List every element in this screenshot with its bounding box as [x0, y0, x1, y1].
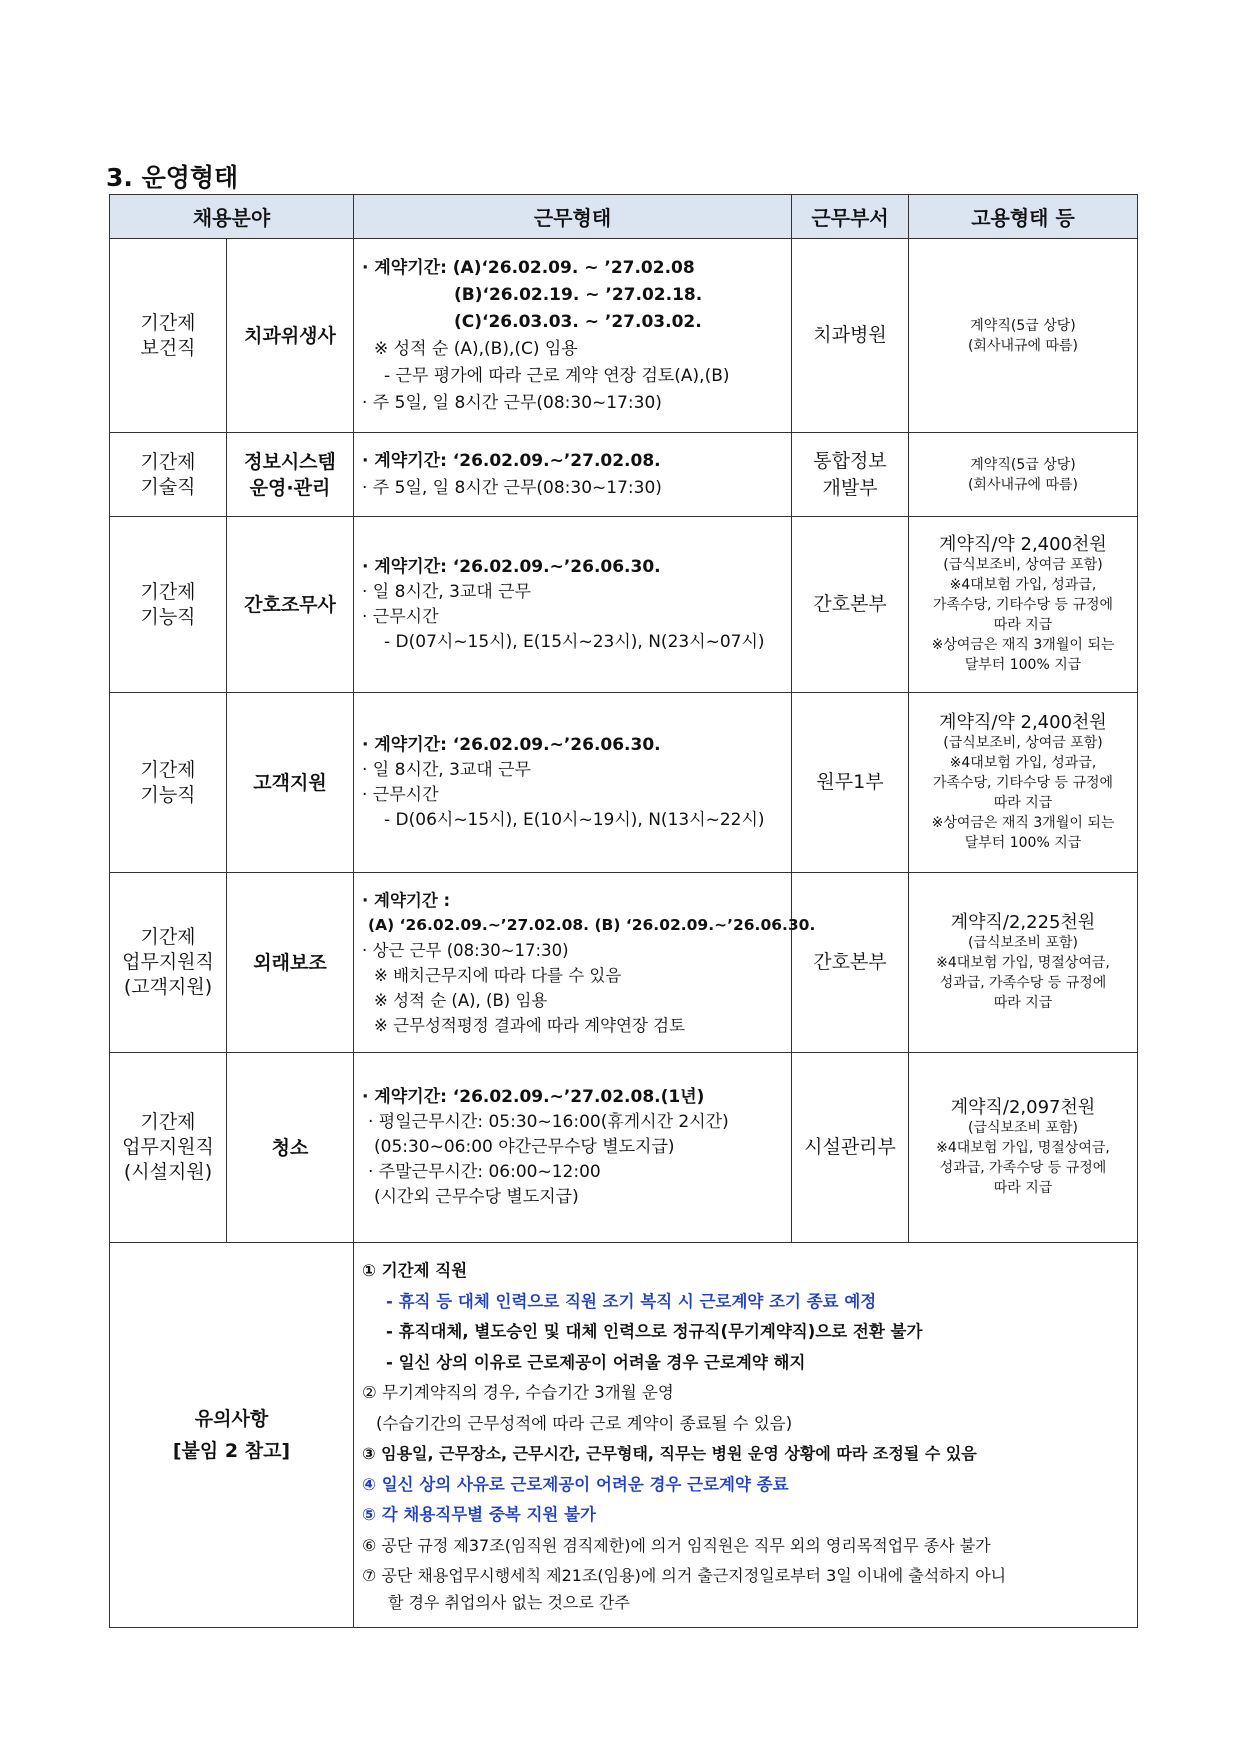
row-category: [110, 517, 227, 693]
work-line: · 상근 근무 (08:30~17:30): [362, 940, 569, 960]
job-line: 간호조무사: [244, 593, 336, 616]
work-line: · 근무시간: [362, 606, 439, 627]
notes-row: [110, 1243, 1138, 1628]
employment-line: ※4대보험 가입, 명절상여금,: [936, 1139, 1110, 1156]
row-job: [227, 239, 354, 433]
row-job: [227, 1053, 354, 1243]
employment-line: 계약직/약 2,400천원: [939, 533, 1107, 555]
category-line: 기술직: [140, 475, 196, 498]
row-employment: [909, 1053, 1138, 1243]
note-item: - 휴직대체, 별도승인 및 대체 인력으로 정규직(무기계약직)으로 전환 불가: [386, 1322, 923, 1342]
work-line: · 주 5일, 일 8시간 근무(08:30~17:30): [362, 392, 662, 413]
dept-line: 시설관리부: [804, 1136, 896, 1158]
employment-line: (급식보조비 포함): [967, 934, 1079, 951]
employment-line: 계약직(5급 상당): [970, 456, 1076, 473]
row-category: [110, 433, 227, 517]
row-job: [227, 693, 354, 873]
work-line: ※ 근무성적평정 결과에 따라 계약연장 검토: [374, 1015, 686, 1035]
category-line: 기간제: [140, 758, 196, 781]
category-line: 기간제: [140, 580, 196, 603]
row-job: [227, 873, 354, 1053]
employment-line: 따라 지급: [993, 994, 1053, 1011]
work-line: ※ 성적 순 (A), (B) 임용: [374, 990, 548, 1010]
note-item: - 휴직 등 대체 인력으로 직원 조기 복직 시 근로계약 조기 종료 예정: [386, 1291, 877, 1311]
table-row: [110, 1053, 1138, 1243]
employment-line: ※상여금은 재직 3개월이 되는: [931, 814, 1115, 831]
employment-line: ※상여금은 재직 3개월이 되는: [931, 636, 1115, 653]
work-line: (05:30~06:00 야간근무수당 별도지급): [374, 1137, 675, 1157]
row-category: [110, 873, 227, 1053]
table-row: [110, 433, 1138, 517]
job-line: 치과위생사: [244, 324, 336, 347]
category-line: (시설지원): [123, 1161, 213, 1183]
category-line: 기간제: [140, 1111, 196, 1133]
employment-line: 달부터 100% 지급: [964, 656, 1082, 673]
row-work: [354, 517, 792, 693]
job-line: 고객지원: [253, 771, 327, 794]
work-line: · 계약기간: ‘26.02.09.~’26.06.30.: [362, 734, 661, 755]
employment-line: ※4대보험 가입, 성과급,: [949, 576, 1097, 593]
employment-line: 계약직(5급 상당): [970, 317, 1076, 334]
dept-line: 원무1부: [816, 771, 884, 793]
row-job: [227, 517, 354, 693]
work-line: · 계약기간: ‘26.02.09.~’27.02.08.: [362, 450, 661, 471]
category-line: 업무지원직: [122, 951, 214, 973]
row-employment: [909, 873, 1138, 1053]
table-header-row: [110, 195, 1138, 239]
category-line: (고객지원): [123, 976, 213, 998]
table-row: [110, 873, 1138, 1053]
table-row: [110, 517, 1138, 693]
note-item: ⑤ 각 채용직무별 중복 지원 불가: [362, 1505, 596, 1525]
employment-line: (급식보조비, 상여금 포함): [943, 556, 1103, 573]
row-work: [354, 239, 792, 433]
header-field: 채용분야: [110, 195, 354, 239]
category-line: 기간제: [140, 450, 196, 473]
work-line: (A) ‘26.02.09.~’27.02.08. (B) ‘26.02.09.~’26.06.30.: [368, 915, 816, 934]
category-line: 기간제: [140, 311, 196, 334]
notes-content: [354, 1243, 1138, 1628]
work-line: · 계약기간: ‘26.02.09.~’26.06.30.: [362, 556, 661, 577]
row-dept: [792, 693, 909, 873]
header-dept: 근무부서: [792, 195, 909, 239]
row-dept: [792, 433, 909, 517]
row-work: [354, 433, 792, 517]
work-line: · 평일근무시간: 05:30~16:00(휴게시간 2시간): [368, 1112, 729, 1132]
job-line: 외래보조: [253, 951, 327, 974]
work-line: · 일 8시간, 3교대 근무: [362, 581, 532, 602]
employment-line: 계약직/2,225천원: [950, 911, 1096, 933]
employment-line: ※4대보험 가입, 명절상여금,: [936, 954, 1110, 971]
note-item: 할 경우 취업의사 없는 것으로 간주: [388, 1592, 630, 1612]
job-line: 정보시스템: [244, 450, 336, 473]
work-line: · 주 5일, 일 8시간 근무(08:30~17:30): [362, 477, 662, 498]
dept-line: 간호본부: [813, 593, 887, 615]
work-line: (B)‘26.02.19. ~ ’27.02.18.: [454, 284, 703, 305]
notes-label-line: 유의사항: [194, 1408, 269, 1430]
row-employment: [909, 433, 1138, 517]
row-work: [354, 693, 792, 873]
row-employment: [909, 239, 1138, 433]
work-line: - D(07시~15시), E(15시~23시), N(23시~07시): [384, 631, 765, 652]
operation-table: [109, 194, 1138, 1628]
employment-line: 성과급, 가족수당 등 규정에: [939, 1159, 1107, 1176]
category-line: 기간제: [140, 926, 196, 948]
note-item: (수습기간의 근무성적에 따라 근로 계약이 종료될 수 있음): [376, 1413, 793, 1433]
category-line: 업무지원직: [122, 1136, 214, 1158]
category-line: 보건직: [140, 336, 196, 359]
note-item: ⑥ 공단 규정 제37조(임직원 겸직제한)에 의거 임직원은 직무 외의 영리목적업무 종사 불가: [362, 1535, 991, 1555]
employment-line: 따라 지급: [993, 616, 1053, 633]
notes-label-line: [붙임 2 참고]: [172, 1440, 291, 1462]
employment-line: 가족수당, 기타수당 등 규정에: [932, 596, 1114, 613]
employment-line: (급식보조비, 상여금 포함): [943, 734, 1103, 751]
table-row: [110, 693, 1138, 873]
row-employment: [909, 517, 1138, 693]
note-item: ① 기간제 직원: [362, 1261, 468, 1281]
work-line: - 근무 평가에 따라 근로 계약 연장 검토(A),(B): [384, 365, 730, 386]
row-category: [110, 693, 227, 873]
note-item: ④ 일신 상의 사유로 근로제공이 어려운 경우 근로계약 종료: [362, 1474, 789, 1494]
dept-line: 간호본부: [813, 951, 887, 973]
employment-line: (급식보조비 포함): [967, 1119, 1079, 1136]
header-work: 근무형태: [354, 195, 792, 239]
work-line: · 계약기간: ‘26.02.09.~’27.02.08.(1년): [362, 1087, 705, 1107]
row-work: [354, 873, 816, 1053]
work-line: - D(06시~15시), E(10시~19시), N(13시~22시): [384, 809, 765, 830]
work-line: · 주말근무시간: 06:00~12:00: [368, 1162, 601, 1182]
work-line: ※ 배치근무지에 따라 다를 수 있음: [374, 965, 622, 985]
note-item: ⑦ 공단 채용업무시행세칙 제21조(임용)에 의거 출근지정일로부터 3일 이내에 출석하지 아니: [362, 1566, 1007, 1586]
work-line: ※ 성적 순 (A),(B),(C) 임용: [374, 338, 578, 359]
work-line: · 일 8시간, 3교대 근무: [362, 759, 532, 780]
dept-line: 개발부: [822, 476, 878, 499]
job-line: 청소: [271, 1136, 309, 1159]
row-dept: [792, 517, 909, 693]
dept-line: 치과병원: [813, 324, 887, 346]
employment-line: 계약직/약 2,400천원: [939, 711, 1107, 733]
job-line: 운영·관리: [249, 476, 331, 499]
row-work: [354, 1053, 792, 1243]
employment-line: 계약직/2,097천원: [950, 1096, 1096, 1118]
employment-line: 따라 지급: [993, 1179, 1053, 1196]
employment-line: 달부터 100% 지급: [964, 834, 1082, 851]
notes-label: [110, 1243, 354, 1628]
note-item: ③ 임용일, 근무장소, 근무시간, 근무형태, 직무는 병원 운영 상황에 따라 조정될 수 있음: [362, 1444, 977, 1464]
employment-line: ※4대보험 가입, 성과급,: [949, 754, 1097, 771]
employment-line: 따라 지급: [993, 794, 1053, 811]
employment-line: (회사내규에 따름): [967, 476, 1079, 493]
work-line: · 근무시간: [362, 784, 439, 805]
employment-line: 가족수당, 기타수당 등 규정에: [932, 774, 1114, 791]
work-line: (시간외 근무수당 별도지급): [374, 1187, 579, 1207]
row-dept: [792, 1053, 909, 1243]
row-category: [110, 239, 227, 433]
section-title: 3. 운영형태: [106, 163, 239, 192]
work-line: (C)‘26.03.03. ~ ’27.03.02.: [454, 311, 702, 332]
header-employment: 고용형태 등: [909, 195, 1138, 239]
row-employment: [909, 693, 1138, 873]
note-item: ② 무기계약직의 경우, 수습기간 3개월 운영: [362, 1383, 674, 1403]
category-line: 기능직: [140, 605, 196, 628]
row-dept: [792, 873, 909, 1053]
employment-line: 성과급, 가족수당 등 규정에: [939, 974, 1107, 991]
row-dept: [792, 239, 909, 433]
table-row: [110, 239, 1138, 433]
row-job: [227, 433, 354, 517]
employment-line: (회사내규에 따름): [967, 337, 1079, 354]
category-line: 기능직: [140, 783, 196, 806]
note-item: - 일신 상의 이유로 근로제공이 어려울 경우 근로계약 해지: [386, 1352, 806, 1372]
row-category: [110, 1053, 227, 1243]
work-line: · 계약기간: (A)‘26.02.09. ~ ’27.02.08: [362, 257, 695, 278]
work-line: · 계약기간 :: [362, 890, 451, 910]
dept-line: 통합정보: [813, 449, 887, 472]
